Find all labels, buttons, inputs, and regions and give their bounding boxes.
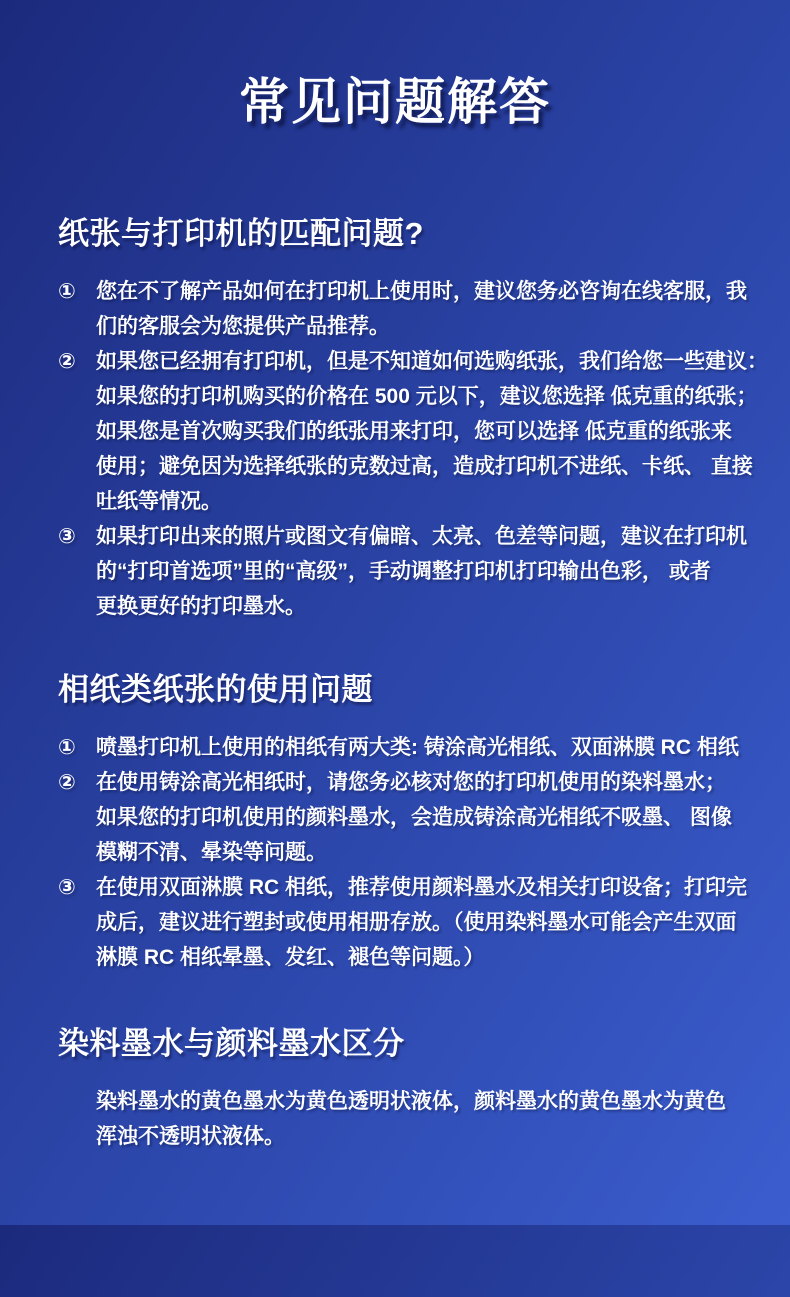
- item-line: 如果您是首次购买我们的纸张用来打印，您可以选择 低克重的纸张来: [96, 420, 732, 443]
- item-line: 在使用铸涂高光相纸时，请您务必核对您的打印机使用的染料墨水；: [96, 771, 726, 794]
- section-heading: 相纸类纸张的使用问题: [58, 672, 373, 707]
- item-text: [96, 519, 748, 624]
- item-line: 们的客服会为您提供产品推荐。: [96, 315, 390, 338]
- faq-item: [58, 519, 748, 624]
- item-line: 染料墨水的黄色墨水为黄色透明状液体，颜料墨水的黄色墨水为黄色: [96, 1090, 726, 1113]
- item-line: 如果打印出来的照片或图文有偏暗、太亮、色差等问题，建议在打印机: [96, 525, 747, 548]
- faq-item: [58, 730, 748, 765]
- item-line: 使用；避免因为选择纸张的克数过高，造成打印机不进纸、卡纸、 直接: [96, 455, 753, 478]
- item-number: ②: [58, 771, 76, 794]
- item-line: 如果您的打印机使用的颜料墨水，会造成铸涂高光相纸不吸墨、 图像: [96, 806, 732, 829]
- section-paper-printer-matching: [58, 214, 768, 624]
- section-heading: 染料墨水与颜料墨水区分: [58, 1026, 405, 1061]
- item-text: [96, 765, 748, 870]
- item-number: ①: [58, 736, 76, 759]
- faq-item: [58, 765, 748, 870]
- item-line: 吐纸等情况。: [96, 490, 222, 513]
- item-list: [58, 274, 768, 624]
- item-number: ③: [58, 876, 76, 899]
- faq-item: [58, 344, 768, 519]
- item-text: [96, 344, 768, 519]
- item-line: 淋膜 RC 相纸晕墨、发红、褪色等问题。）: [96, 946, 485, 969]
- item-line: 在使用双面淋膜 RC 相纸，推荐使用颜料墨水及相关打印设备；打印完: [96, 876, 747, 899]
- item-text: [96, 274, 748, 344]
- section-photo-paper-usage: [58, 670, 748, 975]
- faq-item: [58, 870, 748, 975]
- item-line: 您在不了解产品如何在打印机上使用时，建议您务必咨询在线客服，我: [96, 280, 747, 303]
- item-line: 如果您的打印机购买的价格在 500 元以下，建议您选择 低克重的纸张；: [96, 385, 758, 408]
- item-number: ①: [58, 280, 76, 303]
- item-number: ③: [58, 525, 76, 548]
- item-number: ②: [58, 350, 76, 373]
- item-text: [96, 730, 748, 765]
- item-line: 浑浊不透明状液体。: [96, 1125, 285, 1148]
- item-line: 如果您已经拥有打印机，但是不知道如何选购纸张，我们给您一些建议：: [96, 350, 768, 373]
- faq-item: [58, 274, 748, 344]
- faq-item: [58, 1084, 748, 1154]
- item-line: 喷墨打印机上使用的相纸有两大类: 铸涂高光相纸、双面淋膜 RC 相纸: [96, 736, 739, 759]
- section-ink-difference: [58, 1024, 748, 1154]
- faq-content: [0, 214, 790, 1154]
- page-title: 常见问题解答: [239, 74, 551, 130]
- item-text: [96, 870, 748, 975]
- item-line: 更换更好的打印墨水。: [96, 595, 306, 618]
- item-text: [96, 1084, 748, 1154]
- item-list: [58, 1084, 748, 1154]
- item-list: [58, 730, 748, 975]
- section-heading: 纸张与打印机的匹配问题?: [58, 216, 424, 251]
- faq-page: [0, 72, 790, 1154]
- item-line: 模糊不清、晕染等问题。: [96, 841, 327, 864]
- item-line: 成后，建议进行塑封或使用相册存放。（使用染料墨水可能会产生双面: [96, 911, 737, 934]
- item-line: 的“打印首选项”里的“高级”，手动调整打印机打印输出色彩， 或者: [96, 560, 711, 583]
